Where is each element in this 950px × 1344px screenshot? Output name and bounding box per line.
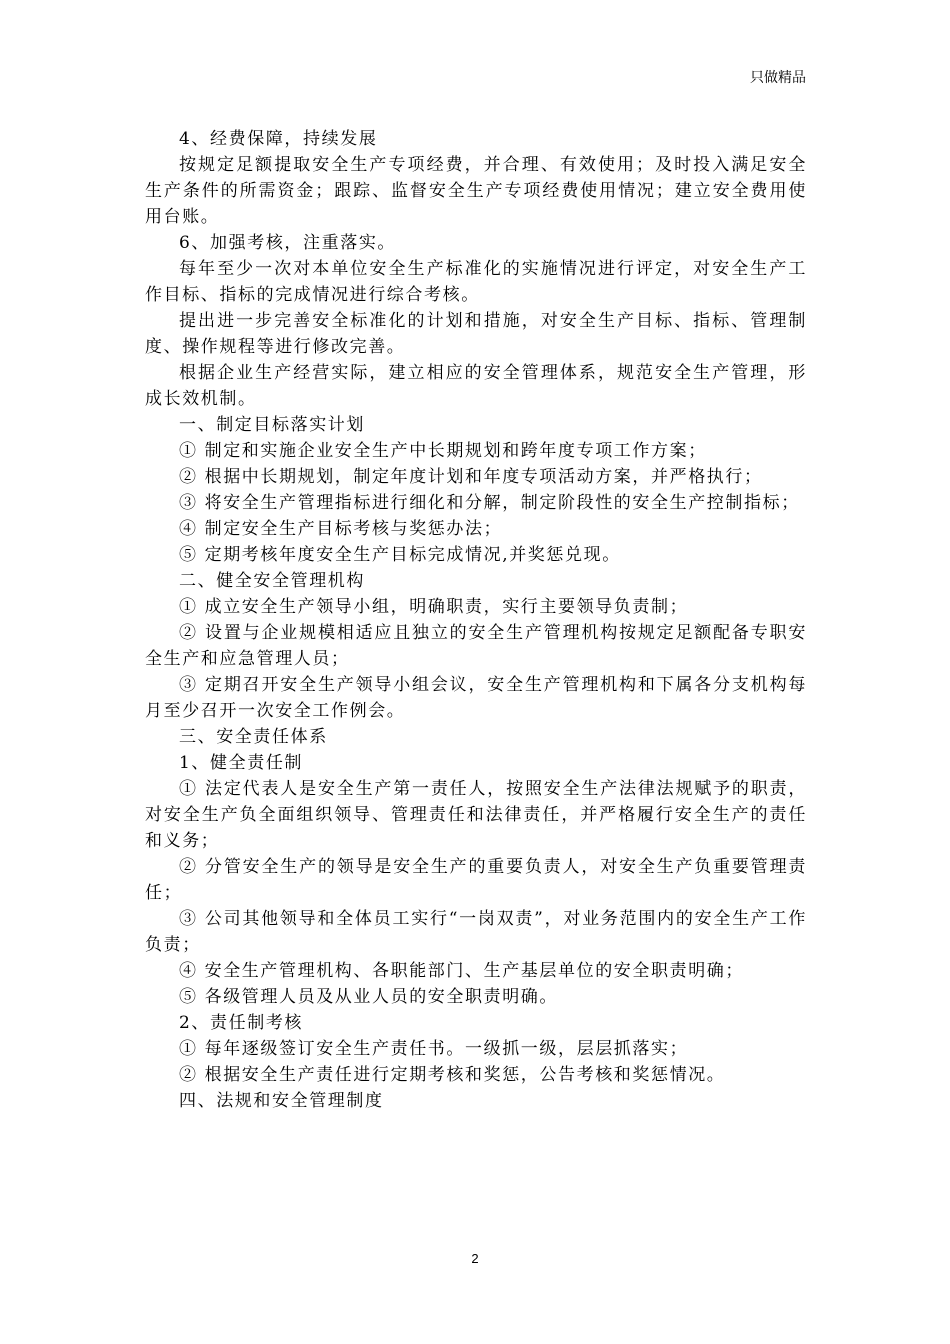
list-item: ④ 制定安全生产目标考核与奖惩办法；	[179, 519, 503, 539]
list-item: ④ 安全生产管理机构、各职能部门、生产基层单位的安全职责明确；	[179, 961, 745, 981]
section-heading: 一、制定目标落实计划	[179, 415, 365, 435]
document-body	[145, 126, 807, 1114]
list-item: ① 每年逐级签订安全生产责任书。一级抓一级，层层抓落实；	[179, 1039, 689, 1059]
page-number: 2	[471, 1251, 479, 1266]
list-item: ① 成立安全生产领导小组，明确职责，实行主要领导负责制；	[179, 597, 689, 617]
list-item: ③ 将安全生产管理指标进行细化和分解，制定阶段性的安全生产控制指标；	[179, 493, 800, 513]
page-header: 只做精品	[750, 70, 806, 86]
list-item: ② 分管安全生产的领导是安全生产的重要负责人，对安全生产负重要管理责任；	[145, 857, 807, 903]
list-item: ② 根据安全生产责任进行定期考核和奖惩，公告考核和奖惩情况。	[179, 1065, 726, 1085]
list-item: ⑤ 定期考核年度安全生产目标完成情况,并奖惩兑现。	[179, 545, 621, 565]
subsection-heading: 2、责任制考核	[179, 1013, 304, 1033]
subsection-heading: 1、健全责任制	[179, 753, 304, 773]
list-item: ⑤ 各级管理人员及从业人员的安全职责明确。	[179, 987, 559, 1007]
section-heading: 三、安全责任体系	[179, 727, 328, 747]
paragraph: 根据企业生产经营实际，建立相应的安全管理体系，规范安全生产管理，形成长效机制。	[145, 363, 807, 409]
paragraph: 按规定足额提取安全生产专项经费，并合理、有效使用；及时投入满足安全生产条件的所需资金；跟踪、监督安全生产专项经费使用情况；建立安全费用使用台账。	[145, 155, 807, 227]
section-heading: 二、健全安全管理机构	[179, 571, 365, 591]
list-item: ① 法定代表人是安全生产第一责任人，按照安全生产法律法规赋予的职责，对安全生产负全面组织领导、管理责任和法律责任，并严格履行安全生产的责任和义务；	[145, 779, 807, 851]
paragraph: 每年至少一次对本单位安全生产标准化的实施情况进行评定，对安全生产工作目标、指标的完成情况进行综合考核。	[145, 259, 807, 305]
list-item: ② 根据中长期规划，制定年度计划和年度专项活动方案，并严格执行；	[179, 467, 763, 487]
list-item: ② 设置与企业规模相适应且独立的安全生产管理机构按规定足额配备专职安全生产和应急管理人员；	[145, 623, 807, 669]
paragraph: 6、加强考核，注重落实。	[179, 233, 397, 253]
list-item: ③ 定期召开安全生产领导小组会议，安全生产管理机构和下属各分支机构每月至少召开一次安全工作例会。	[145, 675, 807, 721]
list-item: ① 制定和实施企业安全生产中长期规划和跨年度专项工作方案；	[179, 441, 707, 461]
section-heading: 四、法规和安全管理制度	[179, 1091, 384, 1111]
paragraph: 提出进一步完善安全标准化的计划和措施，对安全生产目标、指标、管理制度、操作规程等进行修改完善。	[145, 311, 807, 357]
list-item: ③ 公司其他领导和全体员工实行“一岗双责”，对业务范围内的安全生产工作负责；	[145, 909, 807, 955]
paragraph: 4、经费保障，持续发展	[179, 129, 378, 149]
